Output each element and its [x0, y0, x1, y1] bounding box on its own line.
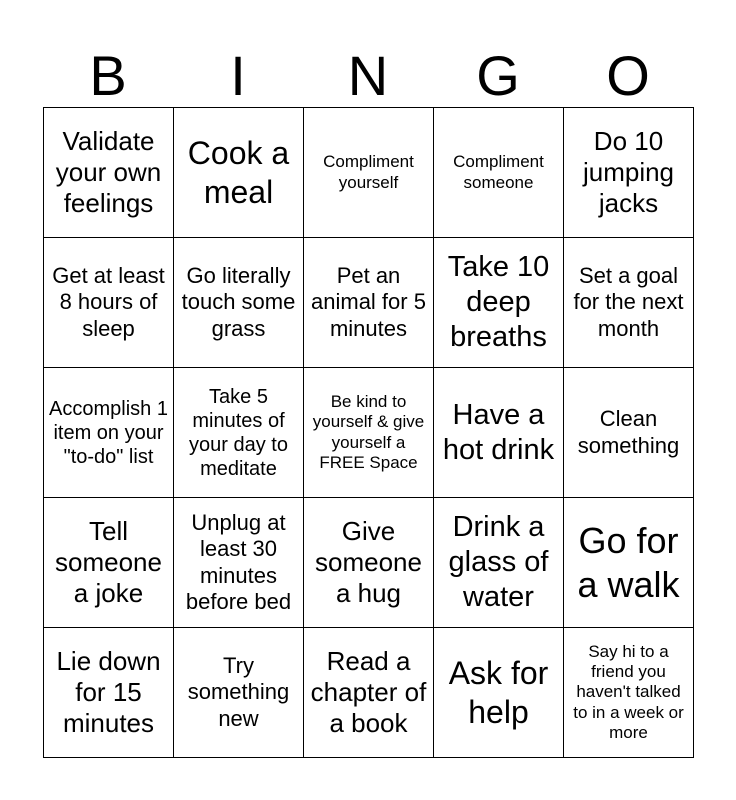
header-letter-g: G [476, 44, 520, 107]
bingo-cell: Validate your own feelings [44, 108, 174, 238]
board-row [44, 628, 694, 758]
bingo-cell: Unplug at least 30 minutes before bed [174, 498, 304, 628]
bingo-cell: Take 5 minutes of your day to meditate [174, 368, 304, 498]
bingo-cell: Go literally touch some grass [174, 238, 304, 368]
bingo-cell: Say hi to a friend you haven't talked to in a week or more [564, 628, 694, 758]
bingo-cell: Go for a walk [564, 498, 694, 628]
header-letter-b: B [89, 44, 127, 107]
bingo-cell: Ask for help [434, 628, 564, 758]
header-letter-o: O [606, 44, 650, 107]
bingo-cell: Drink a glass of water [434, 498, 564, 628]
header-letter-i: I [230, 44, 246, 107]
bingo-cell: Try something new [174, 628, 304, 758]
free-space-cell: Be kind to yourself & give yourself a FREE Space [304, 368, 434, 498]
board-row [44, 238, 694, 368]
bingo-cell: Tell someone a joke [44, 498, 174, 628]
bingo-cell: Accomplish 1 item on your "to-do" list [44, 368, 174, 498]
bingo-cell: Have a hot drink [434, 368, 564, 498]
bingo-cell: Give someone a hug [304, 498, 434, 628]
bingo-header [43, 44, 693, 108]
bingo-cell: Set a goal for the next month [564, 238, 694, 368]
bingo-board [43, 107, 694, 758]
bingo-cell: Take 10 deep breaths [434, 238, 564, 368]
board-row [44, 108, 694, 238]
bingo-cell: Do 10 jumping jacks [564, 108, 694, 238]
bingo-cell: Compliment someone [434, 108, 564, 238]
bingo-cell: Clean something [564, 368, 694, 498]
bingo-cell: Cook a meal [174, 108, 304, 238]
board-row [44, 368, 694, 498]
bingo-cell: Pet an animal for 5 minutes [304, 238, 434, 368]
bingo-cell: Get at least 8 hours of sleep [44, 238, 174, 368]
board-row [44, 498, 694, 628]
header-letter-n: N [347, 44, 389, 107]
bingo-cell: Read a chapter of a book [304, 628, 434, 758]
bingo-cell: Lie down for 15 minutes [44, 628, 174, 758]
bingo-cell: Compliment yourself [304, 108, 434, 238]
